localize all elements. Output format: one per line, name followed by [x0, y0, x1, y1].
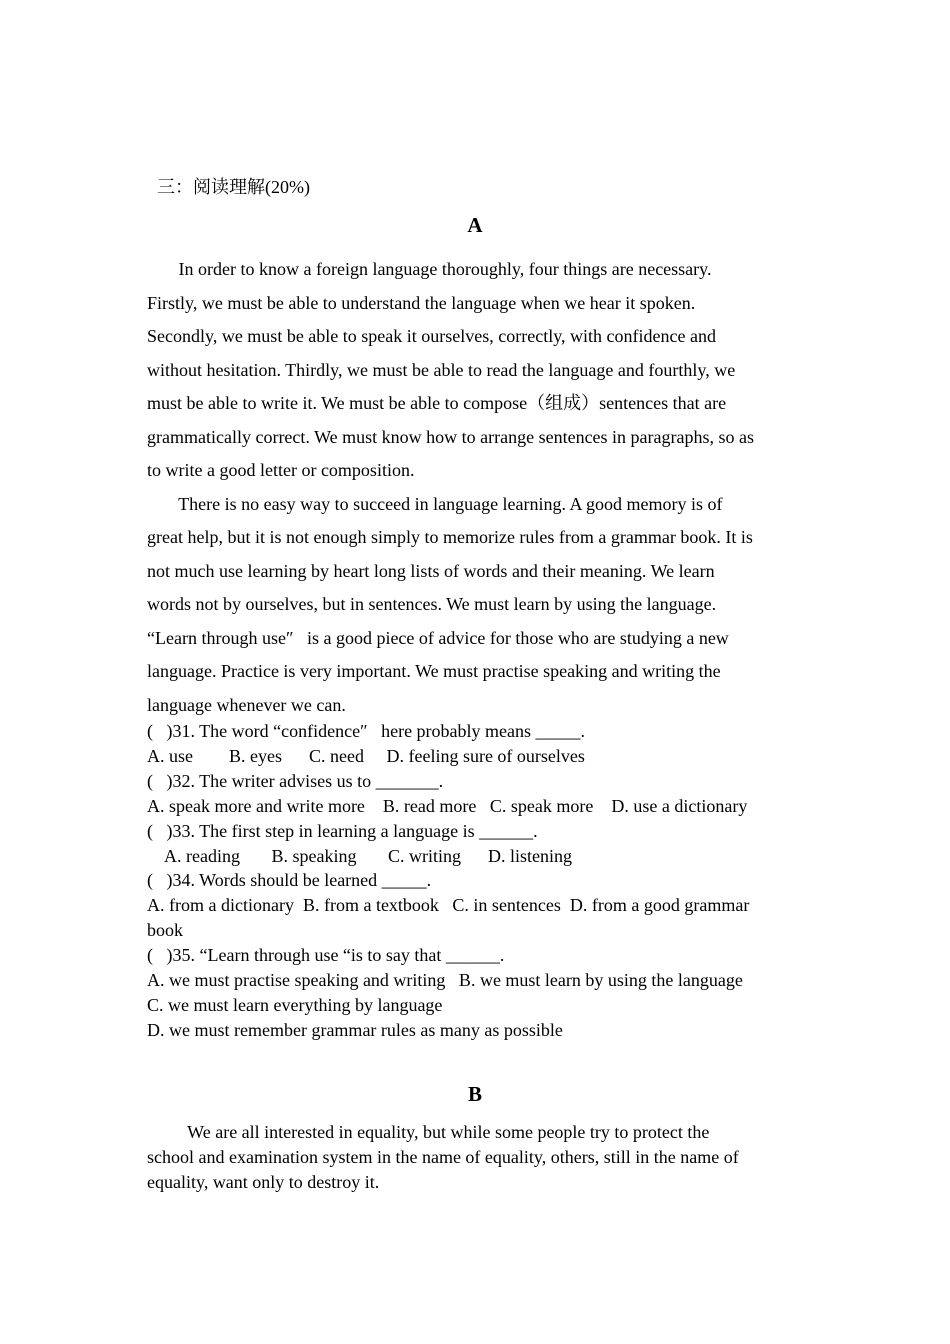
- question-line: ( )31. The word “confidence″ here probably means _____.: [147, 721, 586, 741]
- question-line: A. speak more and write more B. read more C. speak more D. use a dictionary: [147, 795, 748, 816]
- passage-line: without hesitation. Thirdly, we must be able to read the language and fourthly, we: [147, 359, 736, 380]
- question-line: D. we must remember grammar rules as many as possible: [147, 1019, 563, 1040]
- section-title: 三：阅读理解(20%): [157, 177, 310, 197]
- passage-line: Firstly, we must be able to understand the language when we hear it spoken.: [147, 292, 696, 313]
- passage-a-heading: A: [467, 213, 483, 237]
- passage-line: Secondly, we must be able to speak it ourselves, correctly, with confidence and: [147, 326, 716, 346]
- question-line: C. we must learn everything by language: [147, 994, 443, 1015]
- passage-line: must be able to write it. We must be able to compose（组成）sentences that are: [147, 393, 727, 413]
- passage-line: “Learn through use″ is a good piece of advice for those who are studying a new: [147, 627, 729, 648]
- passage-line: equality, want only to destroy it.: [147, 1172, 380, 1192]
- passage-line: school and examination system in the name of equality, others, still in the name of: [147, 1147, 739, 1167]
- question-line: ( )32. The writer advises us to _______.: [147, 770, 444, 791]
- question-line: A. reading B. speaking C. writing D. listening: [147, 845, 572, 866]
- question-line: ( )35. “Learn through use “is to say that ______.: [147, 945, 505, 966]
- question-line: A. from a dictionary B. from a textbook C. in sentences D. from a good grammar: [147, 895, 750, 916]
- passage-line: There is no easy way to succeed in language learning. A good memory is of: [147, 493, 723, 514]
- passage-line: great help, but it is not enough simply to memorize rules from a grammar book. It is: [147, 527, 753, 547]
- question-line: A. we must practise speaking and writing B. we must learn by using the language: [147, 970, 743, 990]
- passage-line: not much use learning by heart long lists of words and their meaning. We learn: [147, 560, 715, 581]
- passage-b-heading: B: [467, 1082, 482, 1106]
- passage-line: to write a good letter or composition.: [147, 460, 415, 480]
- question-line: A. use B. eyes C. need D. feeling sure of ourselves: [147, 745, 585, 766]
- passage-line: words not by ourselves, but in sentences. We must learn by using the language.: [147, 594, 717, 614]
- question-line: ( )33. The first step in learning a language is ______.: [147, 820, 538, 841]
- passage-line: We are all interested in equality, but while some people try to protect the: [147, 1122, 710, 1142]
- passage-line: language. Practice is very important. We must practise speaking and writing the: [147, 661, 721, 681]
- passage-line: In order to know a foreign language thoroughly, four things are necessary.: [147, 259, 712, 279]
- passage-line: grammatically correct. We must know how to arrange sentences in paragraphs, so as: [147, 426, 755, 447]
- question-line: book: [147, 920, 183, 941]
- passage-line: language whenever we can.: [147, 694, 346, 715]
- question-line: ( )34. Words should be learned _____.: [147, 870, 432, 891]
